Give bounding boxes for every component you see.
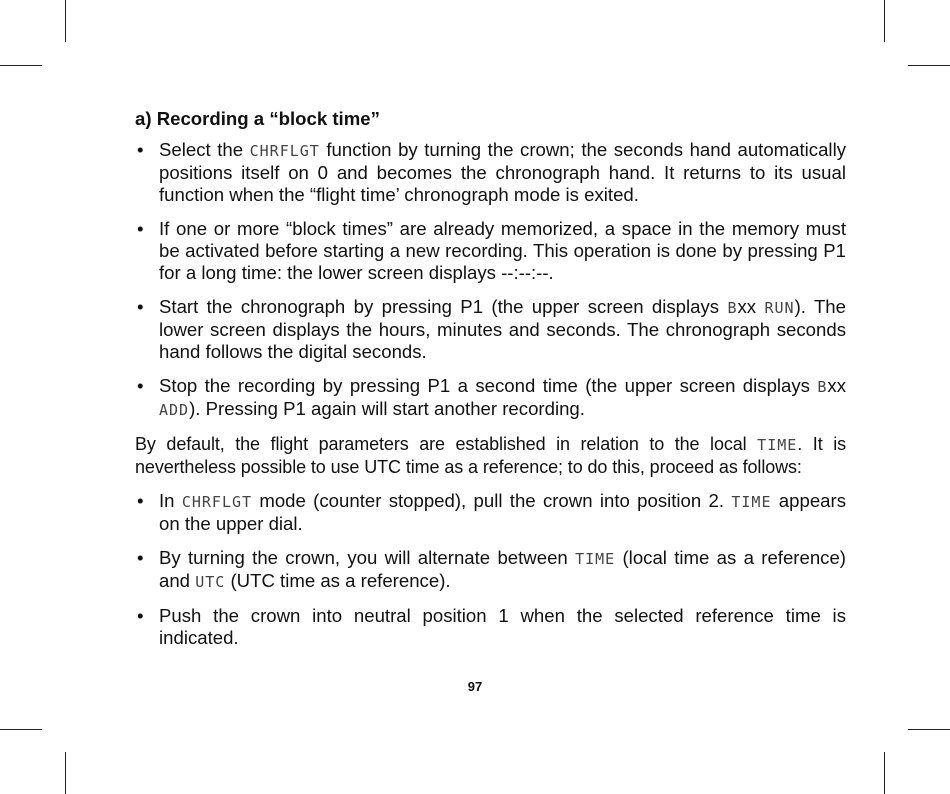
bullet-list-recording [135, 139, 846, 421]
text: ). Pressing P1 again will start another recording. [189, 398, 585, 419]
text: If one or more “block times” are already memorized, a space in the memory must be activated before starting a new recording. This operation is done by pressing P1 for a long time: the lower screen displays --:--:--. [159, 218, 846, 283]
text: Select the [159, 139, 250, 160]
crop-mark-bottom-left-horizontal [0, 729, 42, 730]
lcd-text: TIME [757, 436, 798, 454]
crop-mark-bottom-right-vertical [884, 752, 885, 794]
crop-mark-top-right-vertical [884, 0, 885, 42]
text: mode (counter stopped), pull the crown into position 2. [252, 490, 732, 511]
list-item [135, 547, 846, 593]
lcd-text: RUN [764, 299, 795, 317]
crop-mark-top-right-horizontal [908, 65, 950, 66]
text: (UTC time as a reference). [225, 570, 451, 591]
text: Push the crown into neutral position 1 when the selected reference time is indicated. [159, 605, 846, 648]
list-item [135, 490, 846, 535]
page-content [135, 108, 846, 661]
lcd-text: B [817, 378, 828, 396]
text: function by turning the crown; the seconds hand automatically positions itself on 0 and becomes the chronograph hand. It returns to its usual function when the “flight time’ chronograph mode is exited. [159, 139, 846, 205]
text: xx [737, 296, 765, 317]
text: (local time as a reference) and [159, 547, 846, 591]
text: . It is nevertheless possible to use UTC time as a reference; to do this, proceed as follows: [135, 434, 846, 477]
lcd-text: UTC [195, 573, 226, 591]
body-paragraph [135, 433, 846, 478]
text: By turning the crown, you will alternate between [159, 547, 576, 568]
text: ). The lower screen displays the hours, minutes and seconds. The chronograph seconds hand follows the digital seconds. [159, 296, 846, 362]
crop-mark-bottom-left-vertical [65, 752, 66, 794]
lcd-text: TIME [731, 493, 772, 511]
crop-mark-bottom-right-horizontal [908, 729, 950, 730]
crop-mark-top-left-horizontal [0, 65, 42, 66]
text: Start the chronograph by pressing P1 (the upper screen displays [159, 296, 728, 317]
text: xx [827, 375, 846, 396]
lcd-text: TIME [575, 550, 616, 568]
list-item [135, 296, 846, 363]
text: In [159, 490, 182, 511]
list-item [135, 375, 846, 421]
text: Stop the recording by pressing P1 a second time (the upper screen displays [159, 375, 818, 396]
bullet-list-utc [135, 490, 846, 649]
lcd-text: B [727, 299, 738, 317]
lcd-text: ADD [159, 401, 190, 419]
section-heading: a) Recording a “block time” [135, 108, 380, 129]
list-item [135, 139, 846, 206]
crop-mark-top-left-vertical [65, 0, 66, 42]
lcd-text: CHRFLGT [181, 493, 253, 511]
list-item [135, 605, 846, 649]
list-item [135, 218, 846, 284]
page-number: 97 [467, 679, 483, 694]
lcd-text: CHRFLGT [249, 142, 320, 160]
text: By default, the flight parameters are established in relation to the local [135, 434, 758, 454]
text: appears on the upper dial. [159, 490, 846, 534]
